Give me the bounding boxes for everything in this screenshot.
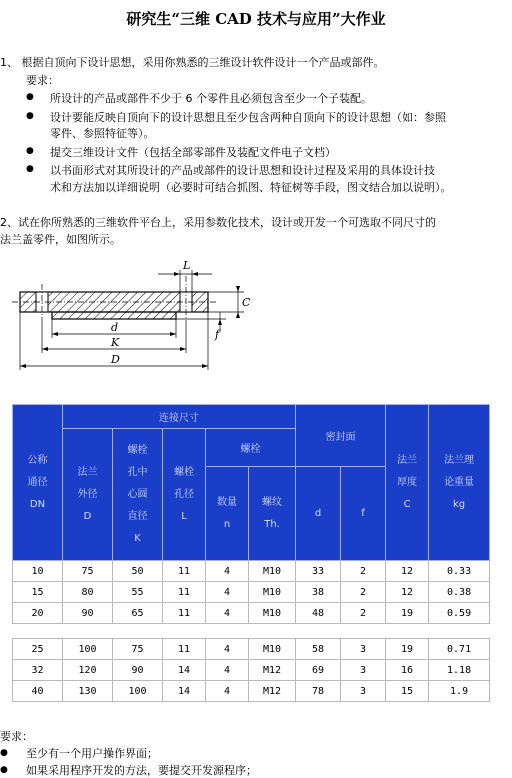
- footer-bullet-1: 至少有一个用户操作界面；: [26, 747, 158, 760]
- cell: M10: [249, 639, 296, 660]
- cell: 20: [13, 603, 63, 624]
- cell: 4: [206, 603, 249, 624]
- header-connection: 连接尺寸: [63, 405, 296, 429]
- cell: 80: [63, 582, 113, 603]
- cell: 40: [13, 681, 63, 702]
- cell: 2: [341, 561, 386, 582]
- cell: M10: [249, 603, 296, 624]
- question-2-line-1: 2、试在你所熟悉的三维软件平台上，采用参数化技术，设计或开发一个可选取不同尺寸的: [0, 216, 436, 229]
- question-2-line-2: 法兰盖零件，如图所示。: [0, 233, 121, 246]
- cell: 58: [296, 639, 341, 660]
- cell: M10: [249, 561, 296, 582]
- cell: 3: [341, 681, 386, 702]
- bullet-icon: ●: [0, 748, 8, 758]
- bullet-icon: ●: [0, 765, 8, 775]
- cell: 50: [113, 561, 163, 582]
- dim-label-L: L: [183, 259, 191, 272]
- cell: 0.38: [429, 582, 490, 603]
- header-thread: 螺纹 Th.: [249, 467, 296, 561]
- cell: 11: [163, 561, 206, 582]
- q1-bullet-1-line-1: 所设计的产品或部件不少于 6 个零件且必须包含至少一个子装配。: [50, 92, 372, 105]
- header-sealing: 密封面: [296, 405, 386, 467]
- cell: 75: [113, 639, 163, 660]
- cell: 2: [341, 582, 386, 603]
- dim-label-D: D: [111, 353, 120, 366]
- cell: 65: [113, 603, 163, 624]
- sealing-face: [52, 312, 176, 319]
- cell: 25: [13, 639, 63, 660]
- footer-bullet-2: 如果采用程序开发的方法，要提交开发源程序；: [26, 764, 257, 777]
- q1-bullet-4-line-2: 术和方法加以详细说明（必要时可结合抓图、特征树等手段，图文结合加以说明）。: [50, 181, 452, 194]
- cell: 2: [341, 603, 386, 624]
- q1-bullet-2-line-2: 零件、参照特征等）。: [50, 127, 155, 140]
- page-title: 研究生“三维 CAD 技术与应用”大作业: [126, 10, 386, 28]
- cell: 0.71: [429, 639, 490, 660]
- cell: 4: [206, 561, 249, 582]
- cell: 10: [13, 561, 63, 582]
- q1-bullet-3-line-1: 提交三维设计文件（包括全部零部件及装配文件电子文档）: [50, 146, 336, 159]
- cell: 100: [63, 639, 113, 660]
- cell: 75: [63, 561, 113, 582]
- cell: 11: [163, 639, 206, 660]
- cell: 16: [386, 660, 429, 681]
- cell: 1.18: [429, 660, 490, 681]
- cell: 38: [296, 582, 341, 603]
- bullet-icon: ●: [26, 111, 34, 121]
- cell: 33: [296, 561, 341, 582]
- cell: 4: [206, 639, 249, 660]
- header-weight: 法兰理 论重量 kg: [429, 405, 490, 561]
- cell: 90: [63, 603, 113, 624]
- header-nominal: 公称 通径 DN: [13, 405, 63, 561]
- header-f: f: [341, 467, 386, 561]
- cell: 1.9: [429, 681, 490, 702]
- cell: 32: [13, 660, 63, 681]
- cell: 120: [63, 660, 113, 681]
- header-d: d: [296, 467, 341, 561]
- cell: 0.59: [429, 603, 490, 624]
- cell: 15: [386, 681, 429, 702]
- footer-requirement-label: 要求：: [0, 730, 33, 743]
- cell: 14: [163, 681, 206, 702]
- cell: 55: [113, 582, 163, 603]
- cell: M12: [249, 681, 296, 702]
- cell: 19: [386, 603, 429, 624]
- cell: 12: [386, 582, 429, 603]
- header-qty: 数量 n: [206, 467, 249, 561]
- cell: 4: [206, 660, 249, 681]
- q1-bullet-2-line-1: 设计要能反映自顶向下的设计思想且至少包含两种自顶向下的设计思想（如：参照: [50, 111, 446, 124]
- cell: 100: [113, 681, 163, 702]
- cell: 11: [163, 603, 206, 624]
- cell: 12: [386, 561, 429, 582]
- cell: M12: [249, 660, 296, 681]
- dim-label-K: K: [111, 336, 120, 349]
- header-thickness: 法兰 厚度 C: [386, 405, 429, 561]
- cell: 69: [296, 660, 341, 681]
- question-1-requirement-label: 要求：: [26, 74, 59, 87]
- bullet-icon: ●: [26, 146, 34, 156]
- dim-label-C: C: [242, 296, 251, 309]
- table-row: [13, 561, 490, 582]
- header-outer: 法兰 外径 D: [63, 429, 113, 561]
- cell: 14: [163, 660, 206, 681]
- header-bolt-hole: 螺栓 孔径 L: [163, 429, 206, 561]
- table-row: [13, 582, 490, 603]
- dim-label-f: f: [215, 328, 220, 341]
- cell: 90: [113, 660, 163, 681]
- table-row: [13, 639, 490, 660]
- cell: 11: [163, 582, 206, 603]
- cell: 48: [296, 603, 341, 624]
- cell: 3: [341, 660, 386, 681]
- cell: 19: [386, 639, 429, 660]
- cell: 4: [206, 681, 249, 702]
- q1-bullet-4-line-1: 以书面形式对其所设计的产品或部件的设计思想和设计过程及采用的具体设计技: [50, 164, 435, 177]
- dim-label-d: d: [111, 321, 119, 334]
- bullet-icon: ●: [26, 164, 34, 174]
- cell: 0.33: [429, 561, 490, 582]
- cell: 4: [206, 582, 249, 603]
- table-row: [13, 603, 490, 624]
- cell: 3: [341, 639, 386, 660]
- flange-cover-drawing: [12, 256, 262, 384]
- header-bolt: 螺栓: [206, 429, 296, 467]
- flange-spec-table: [12, 404, 490, 702]
- table-gap-row: [13, 624, 490, 639]
- table-row: [13, 681, 490, 702]
- cell: 78: [296, 681, 341, 702]
- question-1-text: 1、 根据自顶向下设计思想，采用你熟悉的三维设计软件设计一个产品或部件。: [0, 56, 385, 69]
- cell: 15: [13, 582, 63, 603]
- table-row: [13, 660, 490, 681]
- cell: 130: [63, 681, 113, 702]
- cell: M10: [249, 582, 296, 603]
- header-bolt-circle: 螺栓 孔中 心圆 直径 K: [113, 429, 163, 561]
- bullet-icon: ●: [26, 92, 34, 102]
